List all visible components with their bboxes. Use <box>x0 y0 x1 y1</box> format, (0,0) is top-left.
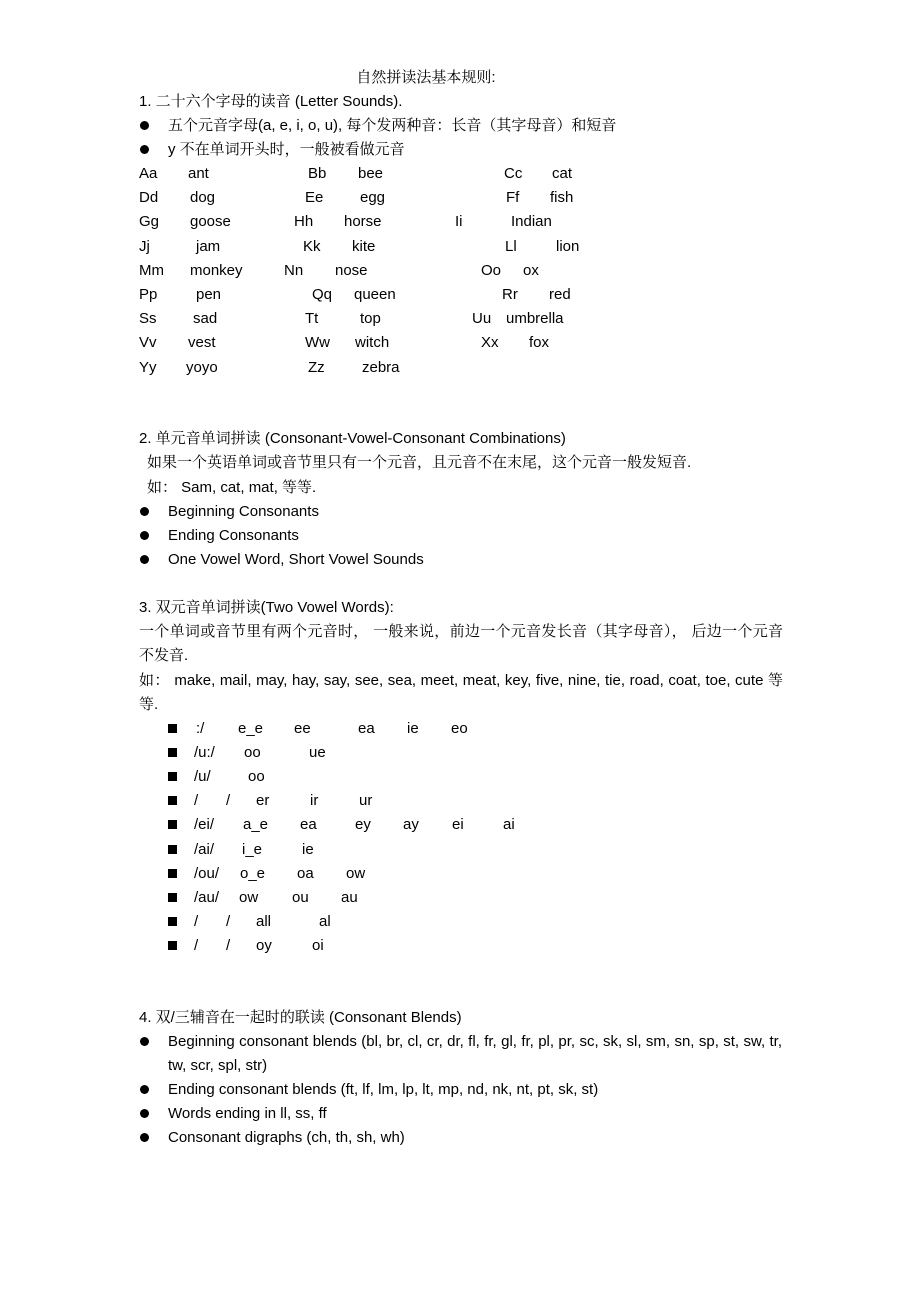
section-1-heading: 1. 二十六个字母的读音 (Letter Sounds). <box>139 93 403 110</box>
bullet-icon <box>140 531 149 540</box>
spelling-pattern: ai <box>503 816 515 834</box>
bullet-icon <box>140 1037 149 1046</box>
spelling-pattern: i_e <box>242 840 263 858</box>
spelling-pattern: ey <box>355 816 371 834</box>
s1-bullet-1: 五个元音字母(a, e, i, o, u), 每个发两种音：长音（其字母音）和短音 <box>168 117 617 134</box>
section-4-heading: 4. 双/三辅音在一起时的联读 (Consonant Blends) <box>139 1009 462 1026</box>
letter-pair: Ff <box>506 189 520 207</box>
spelling-pattern: a_e <box>243 816 269 834</box>
s2-example: 如： Sam, cat, mat, 等等. <box>147 479 317 496</box>
letter-pair: Uu <box>472 310 492 328</box>
phonetic-symbol: /u/ <box>194 768 211 786</box>
spelling-pattern: / <box>226 792 231 810</box>
spelling-pattern: oo <box>248 768 265 786</box>
bullet-icon <box>140 1109 149 1118</box>
letter-pair: Dd <box>139 189 159 207</box>
bullet-icon <box>140 121 149 130</box>
letter-pair: Ii <box>455 213 463 231</box>
phonetic-symbol: /ai/ <box>194 840 215 858</box>
example-word: monkey <box>190 261 243 279</box>
letter-pair: Aa <box>139 165 158 182</box>
phonetic-symbol: :/ <box>196 720 205 737</box>
spelling-pattern: eo <box>451 720 468 737</box>
example-word: egg <box>360 189 386 207</box>
example-word: jam <box>196 237 221 255</box>
example-word: yoyo <box>186 358 218 376</box>
s2-bullet-2: Ending Consonants <box>168 527 299 544</box>
letter-pair: Bb <box>308 165 327 182</box>
spelling-pattern: ei <box>452 816 464 834</box>
example-word: pen <box>196 286 222 303</box>
example-word: zebra <box>362 358 400 376</box>
bullet-icon <box>140 1085 149 1094</box>
bullet-icon <box>140 145 149 154</box>
spelling-pattern: ie <box>407 720 419 737</box>
spelling-pattern: oa <box>297 864 314 882</box>
square-bullet-icon <box>168 917 177 926</box>
example-word: nose <box>335 261 368 279</box>
section-2-heading: 2. 单元音单词拼读 (Consonant-Vowel-Consonant Combinations) <box>139 430 566 447</box>
spelling-pattern: ea <box>358 720 375 737</box>
square-bullet-icon <box>168 820 177 829</box>
spelling-pattern: oo <box>244 744 261 762</box>
example-word: fox <box>529 334 550 352</box>
spelling-pattern: ea <box>300 816 317 834</box>
spelling-pattern: al <box>319 912 331 930</box>
spelling-pattern: / <box>226 912 231 930</box>
letter-pair: Rr <box>502 286 518 303</box>
s4-bullet-4: Consonant digraphs (ch, th, sh, wh) <box>168 1129 405 1146</box>
square-bullet-icon <box>168 724 177 733</box>
letter-pair: Tt <box>305 310 319 328</box>
phonetic-symbol: / <box>194 936 199 954</box>
letter-pair: Oo <box>481 261 502 279</box>
letter-pair: Vv <box>139 334 157 352</box>
example-word: ox <box>523 261 539 279</box>
s2-bullet-1: Beginning Consonants <box>168 503 319 520</box>
example-word: umbrella <box>506 310 564 328</box>
letter-pair: Ll <box>505 237 517 255</box>
spelling-pattern: ir <box>310 792 319 810</box>
square-bullet-icon <box>168 772 177 781</box>
s3-description: 一个单词或音节里有两个元音时， 一般来说，前边一个元音发长音（其字母音）， 后边一个元音不发音. <box>139 623 783 664</box>
example-word: bee <box>358 165 384 182</box>
s1-bullet-2: y 不在单词开头时，一般被看做元音 <box>168 141 405 158</box>
letter-pair: Hh <box>294 213 314 231</box>
letter-pair: Ss <box>139 310 157 328</box>
spelling-pattern: ow <box>346 864 366 882</box>
spelling-pattern: oy <box>256 936 272 954</box>
example-word: ant <box>188 165 209 182</box>
example-word: dog <box>190 189 216 207</box>
example-word: red <box>549 286 571 303</box>
letter-pair: Yy <box>139 358 157 376</box>
example-word: queen <box>354 286 396 303</box>
example-word: lion <box>556 237 580 255</box>
example-word: Indian <box>511 213 552 231</box>
letter-pair: Ww <box>305 334 330 352</box>
spelling-pattern: er <box>256 792 270 810</box>
example-word: sad <box>193 310 218 328</box>
letter-pair: Qq <box>312 286 333 303</box>
s2-description: 如果一个英语单词或音节里只有一个元音，且元音不在末尾，这个元音一般发短音. <box>147 454 692 471</box>
phonetic-symbol: /au/ <box>194 888 220 906</box>
example-word: vest <box>188 334 216 352</box>
spelling-pattern: ow <box>239 888 259 906</box>
letter-pair: Xx <box>481 334 499 352</box>
s4-bullet-2: Ending consonant blends (ft, lf, lm, lp, lt, mp, nd, nk, nt, pt, sk, st) <box>168 1081 599 1098</box>
spelling-pattern: ay <box>403 816 419 834</box>
square-bullet-icon <box>168 869 177 878</box>
s4-bullet-3: Words ending in ll, ss, ff <box>168 1105 327 1122</box>
s4-bullet-1: Beginning consonant blends (bl, br, cl, cr, dr, fl, fr, gl, fr, pl, pr, sc, sk, sl, sm, sn, sp, st, sw, tr, tw, scr, spl, str) <box>168 1033 782 1074</box>
bullet-icon <box>140 555 149 564</box>
spelling-pattern: ur <box>359 792 373 810</box>
example-word: kite <box>352 237 376 255</box>
letter-pair: Kk <box>303 237 321 255</box>
phonetic-symbol: /u:/ <box>194 744 215 762</box>
square-bullet-icon <box>168 941 177 950</box>
example-word: top <box>360 310 381 328</box>
letter-pair: Mm <box>139 261 164 279</box>
bullet-icon <box>140 507 149 516</box>
example-word: cat <box>552 165 573 182</box>
spelling-pattern: ie <box>302 840 314 858</box>
spelling-pattern: oi <box>312 936 324 954</box>
spelling-pattern: au <box>341 888 358 906</box>
spelling-pattern: all <box>256 912 272 930</box>
page-title: 自然拼读法基本规则: <box>356 69 496 86</box>
letter-pair: Jj <box>139 237 150 255</box>
square-bullet-icon <box>168 845 177 854</box>
example-word: witch <box>355 334 390 352</box>
spelling-pattern: ue <box>309 744 326 762</box>
spelling-pattern: / <box>226 936 231 954</box>
phonetic-symbol: /ou/ <box>194 864 220 882</box>
spelling-pattern: ou <box>292 888 309 906</box>
letter-pair: Gg <box>139 213 160 231</box>
letter-pair: Nn <box>284 261 304 279</box>
example-word: horse <box>344 213 382 231</box>
letter-pair: Pp <box>139 286 158 303</box>
spelling-pattern: ee <box>294 720 311 737</box>
bullet-icon <box>140 1133 149 1142</box>
letter-pair: Cc <box>504 165 523 182</box>
square-bullet-icon <box>168 893 177 902</box>
phonetic-symbol: / <box>194 912 199 930</box>
example-word: goose <box>190 213 231 231</box>
section-3-heading: 3. 双元音单词拼读(Two Vowel Words): <box>139 599 394 616</box>
s2-bullet-3: One Vowel Word, Short Vowel Sounds <box>168 551 424 568</box>
phonetic-symbol: /ei/ <box>194 816 215 834</box>
letter-pair: Zz <box>308 358 325 376</box>
letter-pair: Ee <box>305 189 324 207</box>
spelling-pattern: o_e <box>240 864 266 882</box>
phonetic-symbol: / <box>194 792 199 810</box>
s3-example: 如： make, mail, may, hay, say, see, sea, meet, meat, key, five, nine, tie, road, coat, toe, cute 等等. <box>139 672 783 713</box>
spelling-pattern: e_e <box>238 720 264 737</box>
example-word: fish <box>550 189 574 207</box>
square-bullet-icon <box>168 748 177 757</box>
square-bullet-icon <box>168 796 177 805</box>
